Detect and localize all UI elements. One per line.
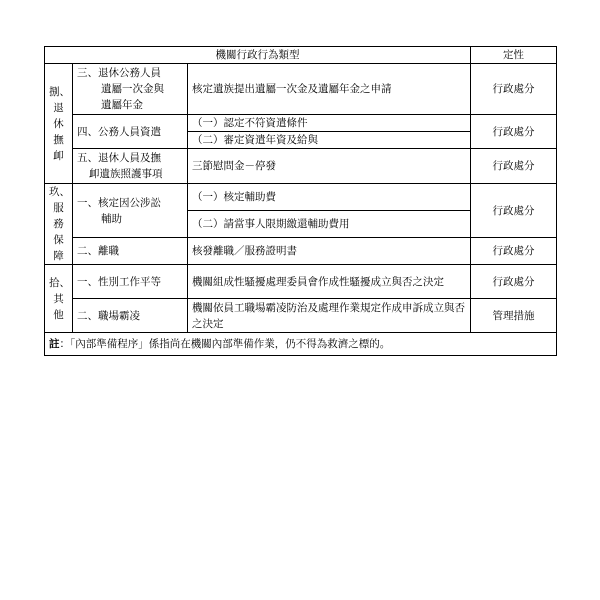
item-title: 一、性別工作平等 (73, 265, 188, 299)
note-row (45, 333, 557, 356)
item-description: 機關組成性騷擾處理委員會作成性騷擾成立與否之決定 (188, 265, 471, 299)
section-label-other: 拾、 其他 (45, 265, 73, 333)
note-text: ：「內部準備程序」係指尚在機關內部準備作業，仍不得為救濟之標的。 (59, 338, 391, 350)
footnote (45, 333, 557, 356)
item-description: 核發離職／服務證明書 (188, 238, 471, 265)
table-row (45, 238, 557, 265)
item-nature: 行政處分 (471, 238, 557, 265)
item-title: 二、職場霸凌 (73, 299, 188, 333)
item-description: （一）認定不符資遣條件 (188, 115, 471, 132)
item-nature: 管理措施 (471, 299, 557, 333)
item-nature: 行政處分 (471, 64, 557, 115)
admin-action-table (44, 46, 557, 356)
item-nature: 行政處分 (471, 265, 557, 299)
item-title: 一、核定因公涉訟 輔助 (73, 184, 188, 238)
table-row (45, 149, 557, 184)
table-row (45, 299, 557, 333)
item-description: 機關依員工職場霸凌防治及處理作業規定作成申訴成立與否之決定 (188, 299, 471, 333)
item-description: （一）核定輔助費 (188, 184, 471, 211)
note-label: 註 (49, 338, 60, 350)
category-header: 機關行政行為類型 (45, 47, 471, 64)
item-description: （二）審定資遣年資及給與 (188, 132, 471, 149)
item-description: 三節慰問金－停發 (188, 149, 471, 184)
nature-header: 定性 (471, 47, 557, 64)
item-nature: 行政處分 (471, 149, 557, 184)
item-title: 三、退休公務人員 遺屬一次金與 遺屬年金 (73, 64, 188, 115)
item-nature: 行政處分 (471, 184, 557, 238)
section-label-service: 玖、 服務 保障 (45, 184, 73, 265)
table-row (45, 115, 557, 132)
table-row (45, 64, 557, 115)
table-row (45, 265, 557, 299)
header-row (45, 47, 557, 64)
item-title: 五、退休人員及撫 卹遺族照護事項 (73, 149, 188, 184)
item-title: 二、離職 (73, 238, 188, 265)
section-label-retire: 捌、 退休 撫卹 (45, 64, 73, 184)
item-nature: 行政處分 (471, 115, 557, 149)
table-row (45, 184, 557, 211)
item-description: （二）請當事人限期繳還輔助費用 (188, 211, 471, 238)
item-description: 核定遺族提出遺屬一次金及遺屬年金之申請 (188, 64, 471, 115)
item-title: 四、公務人員資遣 (73, 115, 188, 149)
